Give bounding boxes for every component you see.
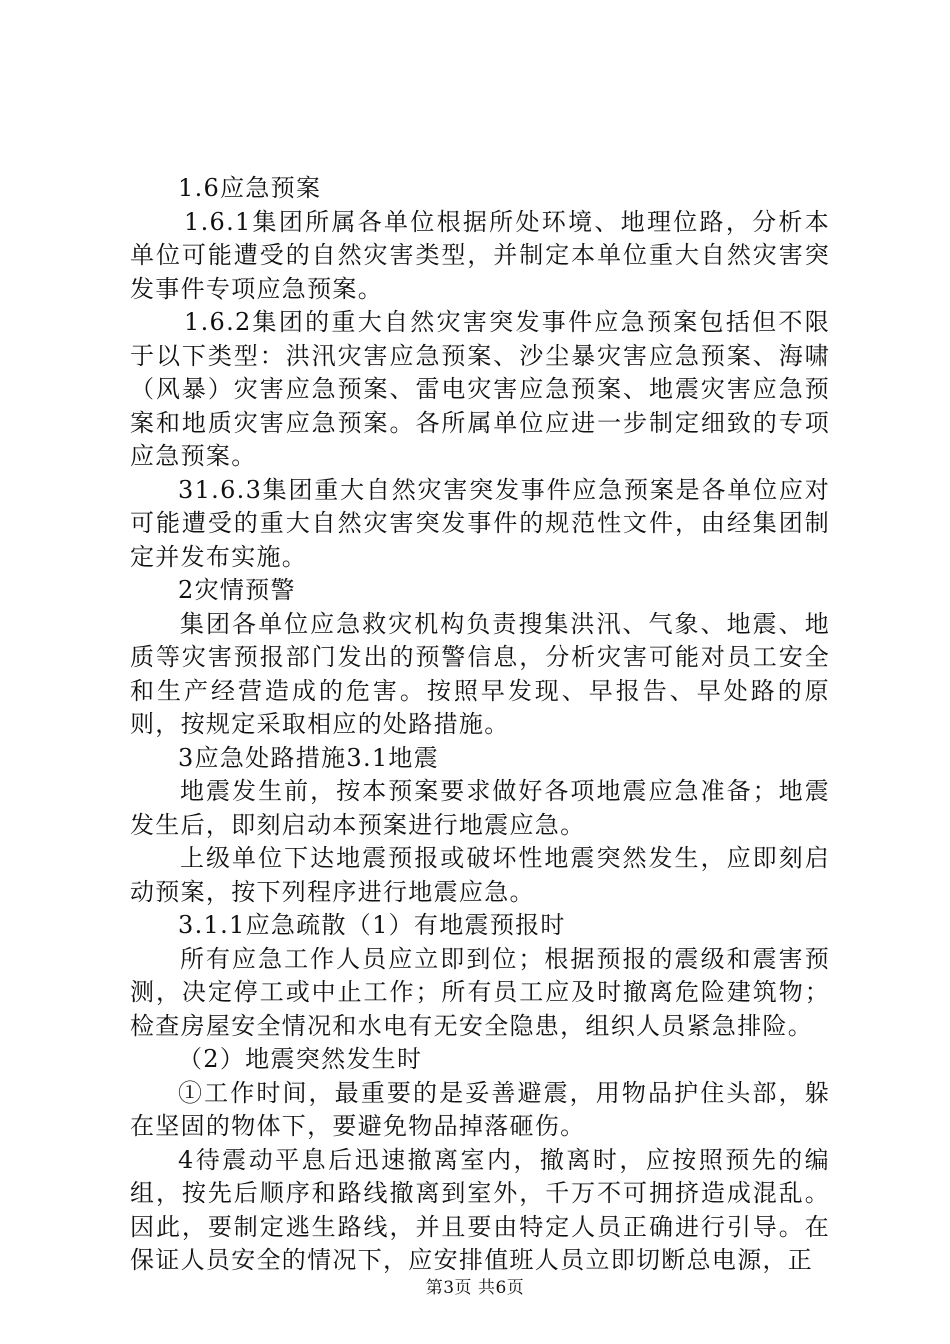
paragraph-1-6-2: 1.6.2集团的重大自然灾害突发事件应急预案包括但不限于以下类型：洪汛灾害应急预案、沙尘暴灾害应急预案、海啸（风暴）灾害应急预案、雷电灾害应急预案、地震灾害应急预案和地质灾害应急预案。各所属单位应进一步制定细致的专项应急预案。 (130, 308, 830, 470)
paragraph-disaster-warning: 集团各单位应急救灾机构负责搜集洪汛、气象、地震、地质等灾害预报部门发出的预警信息，分析灾害可能对员工安全和生产经营造成的危害。按照早发现、早报告、早处路的原则，按规定采取相应的处路措施。 (130, 609, 830, 738)
section-heading-1-6: 1.6应急预案 (178, 174, 322, 202)
paragraph-evacuation: 4待震动平息后迅速撤离室内，撤离时，应按照预先的编组，按先后顺序和路线撤离到室外，千万不可拥挤造成混乱。因此，要制定逃生路线，并且要由特定人员正确进行引导。在保证人员安全的情况下，应安排值班人员立即切断总电源，正 (130, 1145, 830, 1274)
page-footer: 第3页 共6页 (425, 1278, 525, 1298)
document-body (130, 172, 830, 1278)
paragraph-1-6-1: 1.6.1集团所属各单位根据所处环境、地理位路，分析本单位可能遭受的自然灾害类型，并制定本单位重大自然灾害突发事件专项应急预案。 (130, 207, 830, 303)
paragraph-before-after-earthquake: 地震发生前，按本预案要求做好各项地震应急准备；地震发生后，即刻启动本预案进行地震应急。 (130, 777, 830, 839)
paragraph-working-hours: ①工作时间，最重要的是妥善避震，用物品护住头部，躲在坚固的物体下，要避免物品掉落砸伤。 (130, 1078, 830, 1140)
section-heading-3-1-1: 3.1.1应急疏散（1）有地震预报时 (178, 911, 566, 939)
paragraph-1-6-3: 31.6.3集团重大自然灾害突发事件应急预案是各单位应对可能遭受的重大自然灾害突发事件的规范性文件，由经集团制定并发布实施。 (130, 475, 830, 571)
section-heading-2: 2灾情预警 (178, 576, 296, 604)
section-heading-3: 3应急处路措施3.1地震 (178, 743, 440, 772)
paragraph-forecast-actions: 所有应急工作人员应立即到位；根据预报的震级和震害预测，决定停工或中止工作；所有员工应及时撤离危险建筑物；检查房屋安全情况和水电有无安全隐患，组织人员紧急排险。 (130, 944, 830, 1040)
subheading-sudden-earthquake: （2）地震突然发生时 (178, 1045, 423, 1073)
paragraph-superior-notice: 上级单位下达地震预报或破坏性地震突然发生，应即刻启动预案，按下列程序进行地震应急。 (130, 844, 830, 906)
